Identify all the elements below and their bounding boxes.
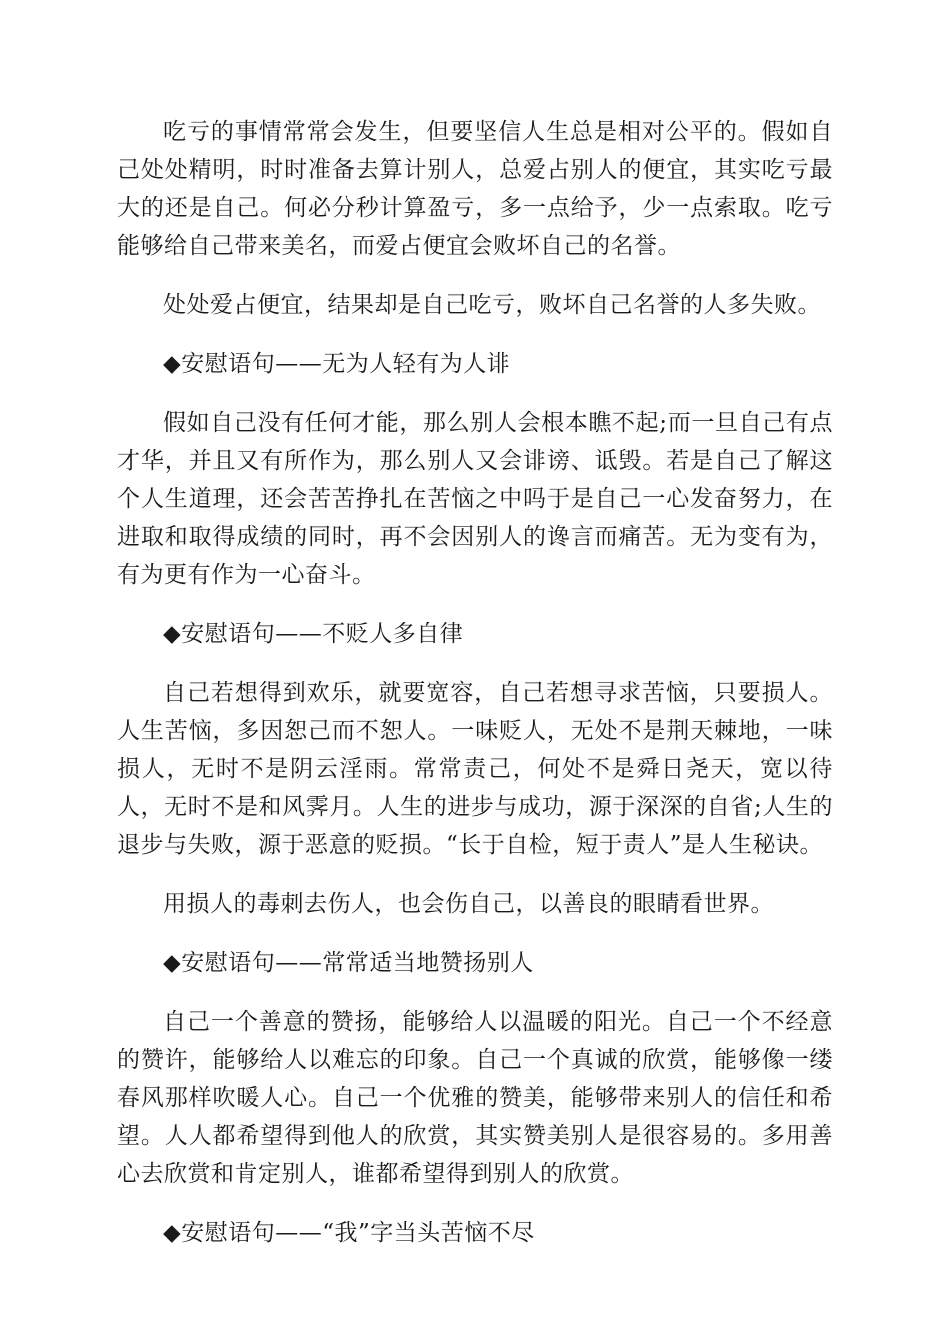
section-heading-no-deeds: ◆安慰语句——无为人轻有为人诽 (163, 351, 511, 377)
paragraph-self-discipline-summary: 用损人的毒刺去伤人，也会伤自己，以善良的眼睛看世界。 (163, 891, 774, 917)
section-heading-praise-others: ◆安慰语句——常常适当地赞扬别人 (163, 950, 534, 976)
paragraph-eat-loss-summary: 处处爱占便宜，结果却是自己吃亏，败坏自己名誉的人多失败。 (163, 292, 821, 318)
paragraph-eat-loss: 吃亏的事情常常会发生，但要坚信人生总是相对公平的。假如自己处处精明，时时准备去算计别人，总爱占别人的便宜，其实吃亏最大的还是自己。何必分秒计算盈亏，多一点给予，少一点索取。吃亏能够给自己带来美名，而爱占便宜会败坏自己的名誉。 (117, 119, 833, 259)
paragraph-self-discipline: 自己若想得到欢乐，就要宽容，自己若想寻求苦恼，只要损人。人生苦恼，多因恕己而不恕人。一味贬人，无处不是荆天棘地，一味损人，无时不是阴云淫雨。常常责己，何处不是舜日尧天，宽以待人，无时不是和风霁月。人生的进步与成功，源于深深的自省;人生的退步与失败，源于恶意的贬损。“长于自检，短于责人”是人生秘诀。 (117, 680, 833, 858)
section-heading-self-centered: ◆安慰语句——“我”字当头苦恼不尽 (163, 1220, 535, 1246)
section-heading-self-discipline: ◆安慰语句——不贬人多自律 (163, 621, 464, 647)
document-page (117, 113, 833, 1273)
paragraph-no-deeds: 假如自己没有任何才能，那么别人会根本瞧不起;而一旦自己有点才华，并且又有所作为，那么别人又会诽谤、诋毁。若是自己了解这个人生道理，还会苦苦挣扎在苦恼之中吗于是自己一心发奋努力，在进取和取得成绩的同时，再不会因别人的谗言而痛苦。无为变有为，有为更有作为一心奋斗。 (117, 410, 833, 588)
paragraph-praise-others: 自己一个善意的赞扬，能够给人以温暖的阳光。自己一个不经意的赞许，能够给人以难忘的印象。自己一个真诚的欣赏，能够像一缕春风那样吹暖人心。自己一个优雅的赞美，能够带来别人的信任和希望。人人都希望得到他人的欣赏，其实赞美别人是很容易的。多用善心去欣赏和肯定别人，谁都希望得到别人的欣赏。 (117, 1009, 833, 1187)
